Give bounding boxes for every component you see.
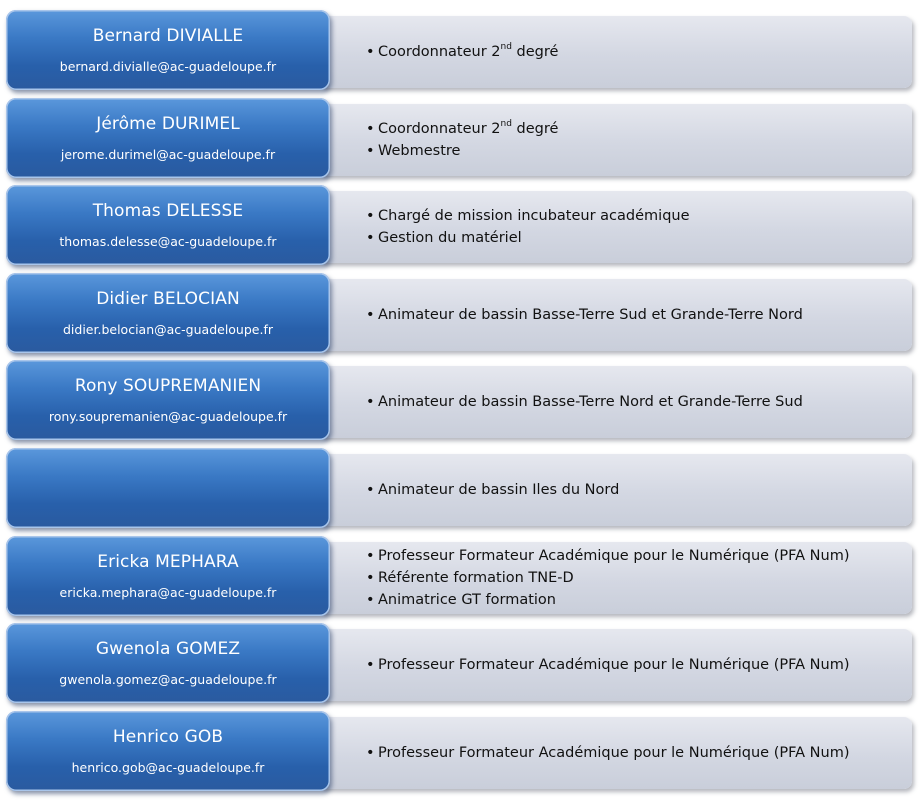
role-panel xyxy=(322,191,912,263)
role-text: Coordonnateur 2 xyxy=(378,121,501,137)
person-name: Rony SOUPREMANIEN xyxy=(74,376,262,396)
team-member-row xyxy=(0,185,924,273)
team-member-row xyxy=(0,623,924,711)
role-text: Chargé de mission incubateur académique xyxy=(378,208,690,224)
role-panel xyxy=(322,629,912,701)
role-panel xyxy=(322,454,912,526)
person-email: jerome.durimel@ac-guadeloupe.fr xyxy=(60,147,276,162)
role-item xyxy=(378,41,558,63)
role-text: Animatrice GT formation xyxy=(378,592,556,608)
team-member-row xyxy=(0,536,924,624)
person-name: Ericka MEPHARA xyxy=(97,552,239,572)
role-list xyxy=(322,205,690,249)
role-panel xyxy=(322,279,912,351)
role-item xyxy=(378,567,849,589)
person-email: henrico.gob@ac-guadeloupe.fr xyxy=(71,760,265,775)
person-box xyxy=(6,623,330,703)
person-email: ericka.mephara@ac-guadeloupe.fr xyxy=(59,585,277,600)
role-panel xyxy=(322,717,912,789)
person-name: Bernard DIVIALLE xyxy=(92,26,244,46)
role-text: Gestion du matériel xyxy=(378,230,522,246)
role-text: Référente formation TNE-D xyxy=(378,570,574,586)
person-box xyxy=(6,360,330,440)
person-name: Henrico GOB xyxy=(112,727,224,747)
person-name: Thomas DELESSE xyxy=(92,201,244,221)
person-email: rony.soupremanien@ac-guadeloupe.fr xyxy=(48,409,288,424)
role-list xyxy=(322,742,849,764)
role-list xyxy=(322,479,619,501)
person-email: gwenola.gomez@ac-guadeloupe.fr xyxy=(59,672,277,687)
team-member-row xyxy=(0,360,924,448)
role-item xyxy=(378,654,849,676)
role-item xyxy=(378,479,619,501)
team-member-row xyxy=(0,711,924,799)
person-box xyxy=(6,448,330,528)
person-email: thomas.delesse@ac-guadeloupe.fr xyxy=(59,234,277,249)
person-email: bernard.divialle@ac-guadeloupe.fr xyxy=(59,59,277,74)
role-list xyxy=(322,391,803,413)
person-name: Jérôme DURIMEL xyxy=(96,114,240,134)
person-box xyxy=(6,536,330,616)
role-item xyxy=(378,205,690,227)
role-panel xyxy=(322,542,912,614)
role-panel xyxy=(322,366,912,438)
team-member-row xyxy=(0,273,924,361)
role-item xyxy=(378,545,849,567)
person-name: Gwenola GOMEZ xyxy=(95,639,241,659)
role-list xyxy=(322,118,558,162)
role-text: Animateur de bassin Basse-Terre Nord et Grande-Terre Sud xyxy=(378,394,803,410)
role-superscript: nd xyxy=(500,42,512,53)
role-text-suffix: degré xyxy=(511,121,559,137)
role-item xyxy=(378,589,849,611)
role-panel xyxy=(322,16,912,88)
role-item xyxy=(378,304,803,326)
role-text: Professeur Formateur Académique pour le Numérique (PFA Num) xyxy=(378,657,850,673)
role-text-suffix: degré xyxy=(511,44,559,60)
role-list xyxy=(322,654,849,676)
role-list xyxy=(322,545,849,611)
team-member-row xyxy=(0,98,924,186)
person-box xyxy=(6,185,330,265)
role-text: Animateur de bassin Basse-Terre Sud et Grande-Terre Nord xyxy=(378,307,803,323)
person-name: Didier BELOCIAN xyxy=(96,289,240,309)
team-member-row xyxy=(0,10,924,98)
role-text: Animateur de bassin Iles du Nord xyxy=(378,482,620,498)
person-box xyxy=(6,273,330,353)
person-box xyxy=(6,711,330,791)
role-panel xyxy=(322,104,912,176)
role-text: Coordonnateur 2 xyxy=(378,44,501,60)
team-member-row xyxy=(0,448,924,536)
role-superscript: nd xyxy=(500,119,512,130)
role-item xyxy=(378,742,849,764)
role-item xyxy=(378,391,803,413)
role-list xyxy=(322,304,803,326)
person-box xyxy=(6,10,330,90)
role-text: Professeur Formateur Académique pour le Numérique (PFA Num) xyxy=(378,548,850,564)
role-list xyxy=(322,41,558,63)
person-box xyxy=(6,98,330,178)
role-item xyxy=(378,140,558,162)
role-item xyxy=(378,227,690,249)
role-text: Webmestre xyxy=(378,143,461,159)
role-item xyxy=(378,118,558,140)
person-email: didier.belocian@ac-guadeloupe.fr xyxy=(62,322,273,337)
role-text: Professeur Formateur Académique pour le Numérique (PFA Num) xyxy=(378,745,850,761)
